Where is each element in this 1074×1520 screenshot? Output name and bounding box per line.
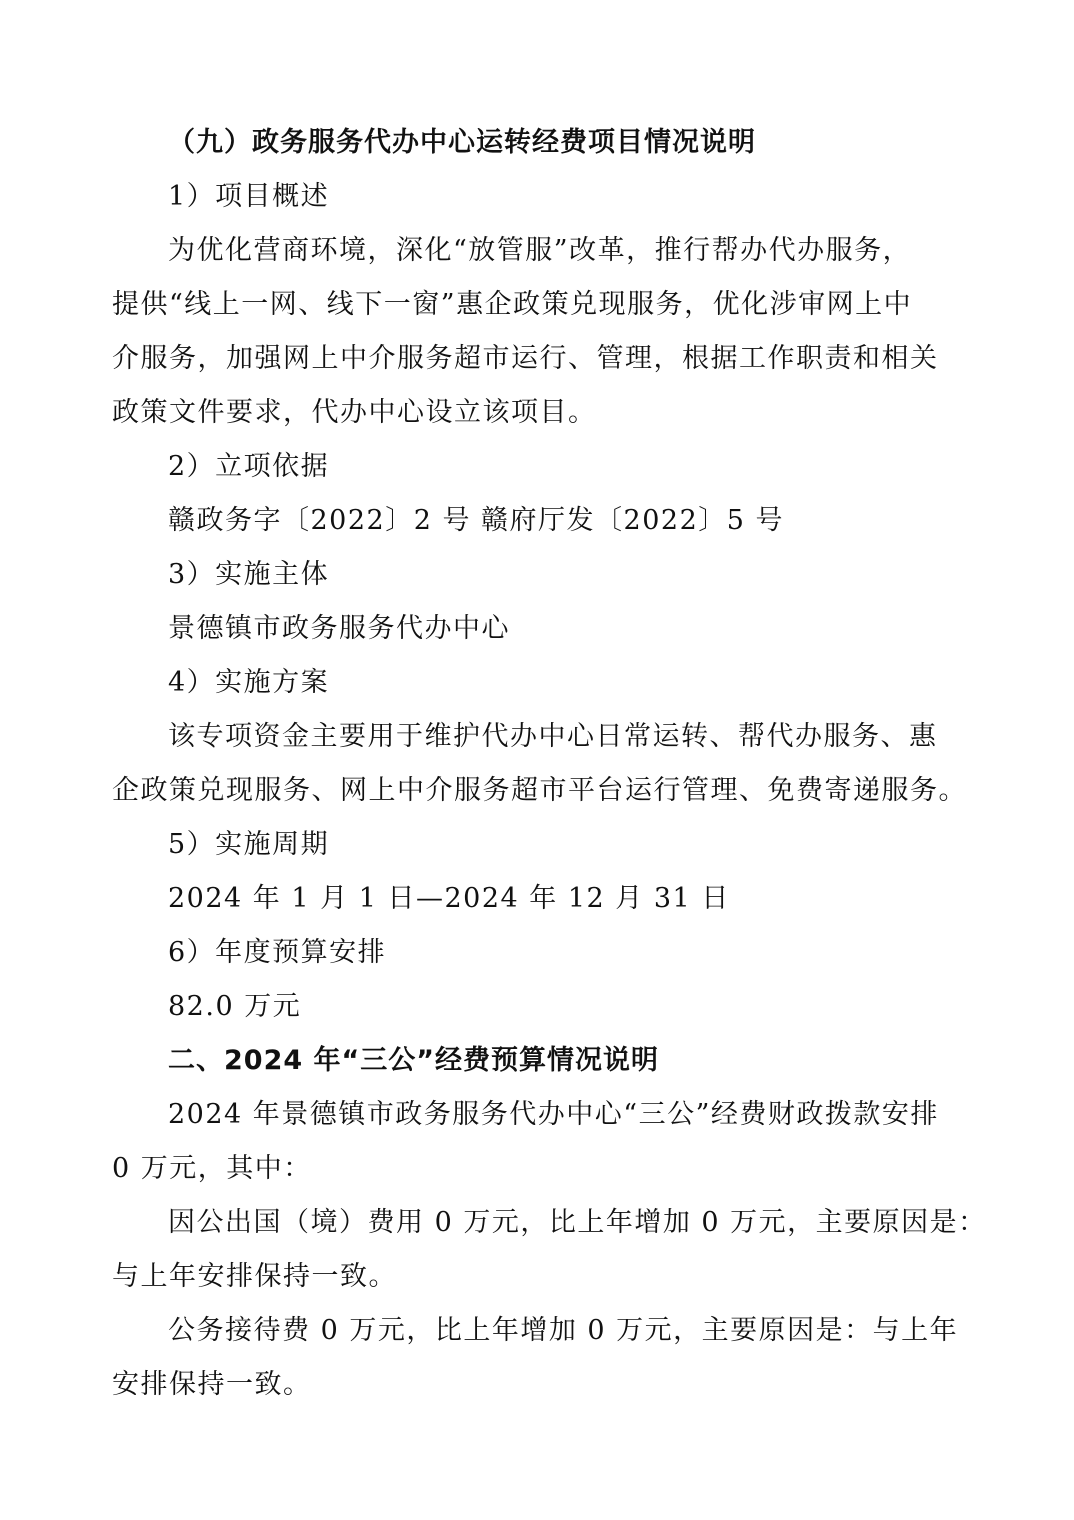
- item-1-text-line: 政策文件要求，代办中心设立该项目。: [112, 397, 597, 428]
- paragraph-line: 2024 年景德镇市政务服务代办中心“三公”经费财政拨款安排: [168, 1099, 939, 1130]
- paragraph-line: 公务接待费 0 万元，比上年增加 0 万元，主要原因是：与上年: [168, 1315, 959, 1346]
- item-4-label: 4）实施方案: [168, 667, 330, 698]
- item-2-text: 赣政务字〔2022〕2 号 赣府厅发〔2022〕5 号: [168, 505, 785, 536]
- item-6-text: 82.0 万元: [168, 991, 302, 1022]
- paragraph-line: 0 万元，其中：: [112, 1153, 312, 1184]
- section-9-title: （九）政务服务代办中心运转经费项目情况说明: [168, 127, 756, 158]
- paragraph-line: 与上年安排保持一致。: [112, 1261, 397, 1292]
- item-5-label: 5）实施周期: [168, 829, 330, 860]
- item-6-label: 6）年度预算安排: [168, 937, 387, 968]
- item-4-text-line: 企政策兑现服务、网上中介服务超市平台运行管理、免费寄递服务。: [112, 775, 967, 806]
- item-1-text-line: 提供“线上一网、线下一窗”惠企政策兑现服务，优化涉审网上中: [112, 289, 913, 320]
- item-1-label: 1）项目概述: [168, 181, 330, 212]
- item-1-text-line: 为优化营商环境，深化“放管服”改革，推行帮办代办服务，: [168, 235, 912, 266]
- paragraph-line: 因公出国（境）费用 0 万元，比上年增加 0 万元，主要原因是：: [168, 1207, 987, 1238]
- item-3-text: 景德镇市政务服务代办中心: [168, 613, 510, 644]
- item-2-label: 2）立项依据: [168, 451, 330, 482]
- paragraph-line: 安排保持一致。: [112, 1369, 312, 1400]
- item-3-label: 3）实施主体: [168, 559, 330, 590]
- section-2-title: 二、2024 年“三公”经费预算情况说明: [168, 1045, 660, 1076]
- item-5-text: 2024 年 1 月 1 日—2024 年 12 月 31 日: [168, 883, 730, 914]
- item-4-text-line: 该专项资金主要用于维护代办中心日常运转、帮代办服务、惠: [168, 721, 938, 752]
- item-1-text-line: 介服务，加强网上中介服务超市运行、管理，根据工作职责和相关: [112, 343, 939, 374]
